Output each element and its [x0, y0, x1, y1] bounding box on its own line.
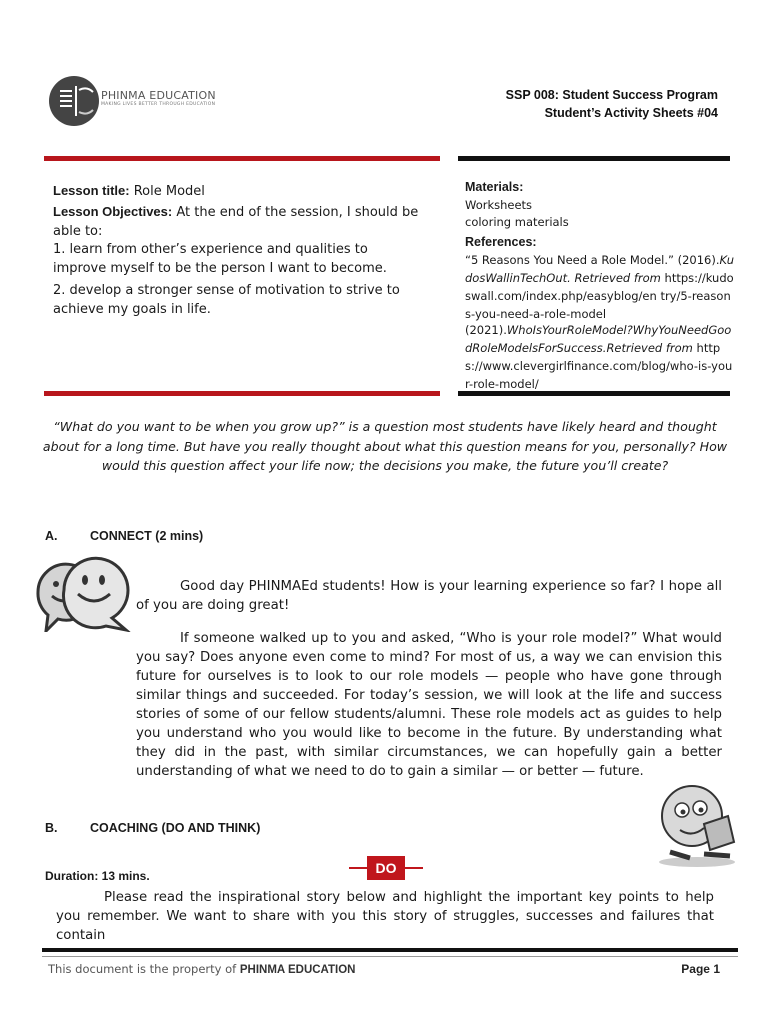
section-b-paragraph-1: Please read the inspirational story below and highlight the important key points to help you remember. We want to share with you this story of struggles, successes and failures that contain — [56, 890, 714, 943]
lesson-title — [53, 181, 423, 201]
reference-1-text: “5 Reasons You Need a Role Model.” (2016). — [465, 253, 720, 267]
bottom-rule-black — [458, 391, 730, 396]
footer-rule-thin — [42, 956, 738, 957]
section-a-paragraph-1: Good day PHINMAEd students! How is your learning experience so far? I hope all of you are doing great! — [136, 579, 722, 613]
section-b-letter: B. — [45, 821, 58, 835]
lesson-objectives — [53, 202, 423, 241]
footer-prefix: This document is the property of — [48, 962, 237, 976]
materials-item: coloring materials — [465, 215, 569, 229]
objectives-label: Lesson Objectives: — [53, 204, 173, 219]
do-badge-label: DO — [367, 856, 405, 880]
references-label: References: — [465, 235, 537, 249]
sheet-title: Student’s Activity Sheets #04 — [544, 106, 718, 120]
do-badge — [349, 856, 423, 880]
reference-2-url[interactable]: https://www.clevergirlfinance.com/blog/who-is-your-role-model/ — [465, 341, 733, 391]
reading-character-icon — [652, 780, 742, 868]
phinma-logo-icon — [46, 72, 102, 130]
reference-2-source: WhoIsYourRoleModel?WhyYouNeedGoodRoleModelsForSuccess.Retrieved from — [465, 323, 732, 355]
logo-tagline: MAKING LIVES BETTER THROUGH EDUCATION — [101, 102, 216, 107]
materials-item: Worksheets — [465, 198, 533, 212]
objective-item-1: 1. learn from other’s experience and qualities to improve myself to be the person I want to become. — [53, 242, 387, 276]
objective-item-2: 2. develop a stronger sense of motivation to strive to achieve my goals in life. — [53, 283, 400, 317]
section-b-title: COACHING (DO AND THINK) — [90, 821, 261, 835]
do-badge-line-left — [349, 867, 367, 869]
logo-name: PHINMA EDUCATION — [101, 89, 216, 102]
section-a-letter: A. — [45, 529, 58, 543]
footer-owner: PHINMA EDUCATION — [239, 964, 356, 976]
page-number: Page 1 — [681, 962, 720, 976]
course-title: SSP 008: Student Success Program — [505, 88, 718, 102]
section-a-title: CONNECT (2 mins) — [90, 529, 204, 543]
objectives-intro: At the end of the session, I should be able to: — [53, 205, 419, 239]
section-a-paragraph-2: If someone walked up to you and asked, “Who is your role model?” What would you say? Does anyone even come to mind? For most of us, a way we can envision this future for ourselves is to look to our role models — people who have gone through similar things and succeeded. For today’s session, we will look at the life and success stories of some of our fellow students/alumni. These role models act as guides to help you understand who you would like to become in the future. By understanding what they did in the past, with similar circumstances, we can hopefully gain a better understanding of what we need to do to gain a similar — or better — future. — [136, 631, 722, 779]
do-badge-line-right — [405, 867, 423, 869]
lesson-title-label: Lesson title: — [53, 183, 130, 198]
top-rule-red — [44, 156, 440, 161]
reference-1-source: KudosWallinTechOut. Retrieved from — [465, 253, 735, 285]
chat-faces-icon — [30, 552, 135, 632]
footer-rule — [42, 948, 738, 952]
materials-label: Materials: — [465, 180, 524, 194]
reference-1-url[interactable]: https://kudoswall.com/index.php/easyblog/en try/5-reasons-you-need-a-role-model — [465, 271, 734, 321]
reference-2 — [465, 321, 735, 393]
footer-note — [48, 962, 355, 976]
duration-label: Duration: 13 mins. — [45, 869, 150, 883]
intro-quote: “What do you want to be when you grow up?” is a question most students have likely heard and thought about for a long time. But have you really thought about what this question means for you, personally? How would this question affect your life now; the decisions you make, the future you’ll create? — [42, 419, 728, 474]
lesson-title-value: Role Model — [133, 184, 205, 199]
bottom-rule-red — [44, 391, 440, 396]
top-rule-black — [458, 156, 730, 161]
reference-1 — [465, 251, 735, 323]
reference-2-text: (2021). — [465, 323, 507, 337]
